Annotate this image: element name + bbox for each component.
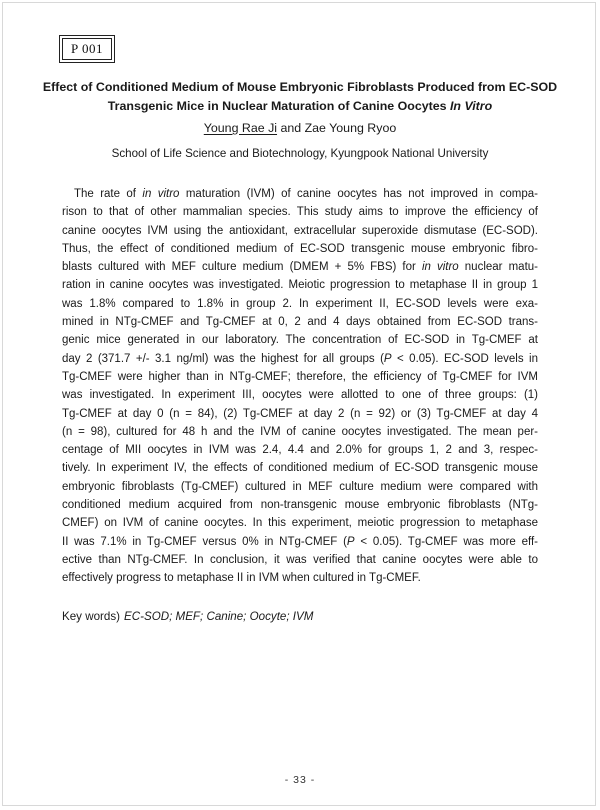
abstract-text: blasts cultured with MEF culture medium (DMEM + 5% FBS) for (62, 261, 422, 274)
abstract-text: II was 7.1% in Tg-CMEF versus 0% in NTg-CMEF ( (62, 535, 347, 548)
abstract-line (62, 203, 538, 221)
abstract-text: embryonic fibroblasts (Tg-CMEF) cultured in MEF culture medium were compared with (62, 480, 538, 493)
keywords-label: Key words) (62, 610, 120, 623)
abstract-italic: in vitro (142, 188, 180, 200)
title-italic-phrase: In Vitro (449, 99, 493, 113)
abstract-text: effectively progress to metaphase II in IVM when cultured in Tg-CMEF. (62, 572, 421, 585)
abstract-italic: P (383, 352, 392, 365)
abstract-text: was 1.8% compared to 1.8% in group 2. In experiment II, EC-SOD levels were exa- (62, 297, 538, 310)
abstract-line (62, 423, 538, 441)
abstract-text: (n = 98), cultured for 48 h and the IVM of canine oocytes investigated. The mean per- (62, 425, 538, 438)
abstract-line (62, 331, 538, 349)
abstract-line (62, 533, 538, 551)
abstract-text: was investigated. In experiment III, oocytes were allotted to one of three groups: (1) (62, 389, 538, 402)
abstract-line (62, 551, 538, 569)
abstract-text: canine oocytes IVM using the antioxidant, extracellular superoxide dismutase (EC-SOD). (62, 224, 538, 237)
abstract-text: ration in canine oocytes was investigated. Meiotic progression to metaphase II in group 1 (62, 279, 538, 292)
abstract-text: The rate of (74, 188, 143, 200)
abstract-text: tively. In experiment IV, the effects of conditioned medium of EC-SOD transgenic mouse (62, 462, 538, 475)
abstract-text: genic mice generated in our laboratory. The concentration of EC-SOD in Tg-CMEF at (62, 334, 538, 347)
abstract-line (62, 313, 538, 331)
abstract-line (62, 569, 538, 587)
abstract-text: conditioned medium acquired from non-transgenic mouse embryonic fibroblasts (NTg- (62, 499, 538, 512)
abstract-line (62, 386, 538, 404)
abstract-line (62, 222, 538, 240)
abstract-text: mined in NTg-CMEF and Tg-CMEF at 0, 2 and 4 days obtained from EC-SOD trans- (62, 316, 538, 329)
abstract-text: ective than NTg-CMEF. In conclusion, it was verified that canine oocytes were able to (62, 553, 538, 566)
abstract-text: maturation (IVM) of canine oocytes has not improved in compa- (179, 188, 538, 200)
author-conjunction: and (277, 121, 305, 135)
abstract-text: rison to that of other mammalian species. This study aims to improve the efficiency of (62, 206, 538, 219)
abstract-text: < 0.05). Tg-CMEF was more eff- (354, 535, 538, 548)
abstract-line (62, 368, 538, 386)
abstract-line (62, 258, 538, 276)
abstract-line (62, 459, 538, 477)
abstract-text: Tg-CMEF were higher than in NTg-CMEF; therefore, the efficiency of Tg-CMEF for IVM (62, 370, 538, 383)
abstract-text: Tg-CMEF at day 0 (n = 84), (2) Tg-CMEF at day 2 (n = 92) or (3) Tg-CMEF at day 4 (62, 407, 538, 420)
abstract-text: CMEF) on IVM of canine oocytes. In this experiment, meiotic progression to metaphase (62, 517, 538, 530)
abstract-text: day 2 (371.7 +/- 3.1 ng/ml) was the highest for all groups ( (62, 352, 384, 365)
abstract-line (62, 295, 538, 313)
abstract-text: < 0.05). EC-SOD levels in (391, 352, 538, 365)
abstract-text: Thus, the effect of conditioned medium of EC-SOD transgenic mouse embryonic fibro- (62, 242, 538, 255)
abstract-line (62, 350, 538, 368)
keywords-line (62, 608, 313, 626)
abstract-line (62, 185, 538, 203)
abstract-id-box: P 001 (62, 38, 112, 60)
abstract-text: nuclear matu- (458, 261, 538, 274)
presenting-author: Young Rae Ji (203, 121, 278, 135)
abstract-italic: P (346, 535, 355, 548)
abstract-line (62, 405, 538, 423)
abstract-line (62, 478, 538, 496)
abstract-italic: in vitro (421, 261, 459, 274)
affiliation: School of Life Science and Biotechnology, Kyungpook National University (111, 147, 489, 160)
abstract-text: centage of MII oocytes in IVM was 2.4, 4.4 and 2.0% for groups 1, 2 and 3, respec- (62, 444, 538, 457)
coauthor: Zae Young Ryoo (304, 121, 397, 135)
keywords-list: EC-SOD; MEF; Canine; Oocyte; IVM (124, 610, 314, 623)
abstract-line (62, 514, 538, 532)
page-number: - 33 - (284, 774, 316, 786)
abstract-line (62, 441, 538, 459)
abstract-line (62, 240, 538, 258)
abstract-body (62, 185, 538, 588)
title-line-2-text: Transgenic Mice in Nuclear Maturation of Canine Oocytes (107, 99, 450, 113)
author-line (40, 119, 560, 137)
abstract-line (62, 276, 538, 294)
title-line-2 (40, 97, 560, 116)
title-line-1: Effect of Conditioned Medium of Mouse Embryonic Fibroblasts Produced from EC-SOD (42, 80, 558, 94)
abstract-line (62, 496, 538, 514)
